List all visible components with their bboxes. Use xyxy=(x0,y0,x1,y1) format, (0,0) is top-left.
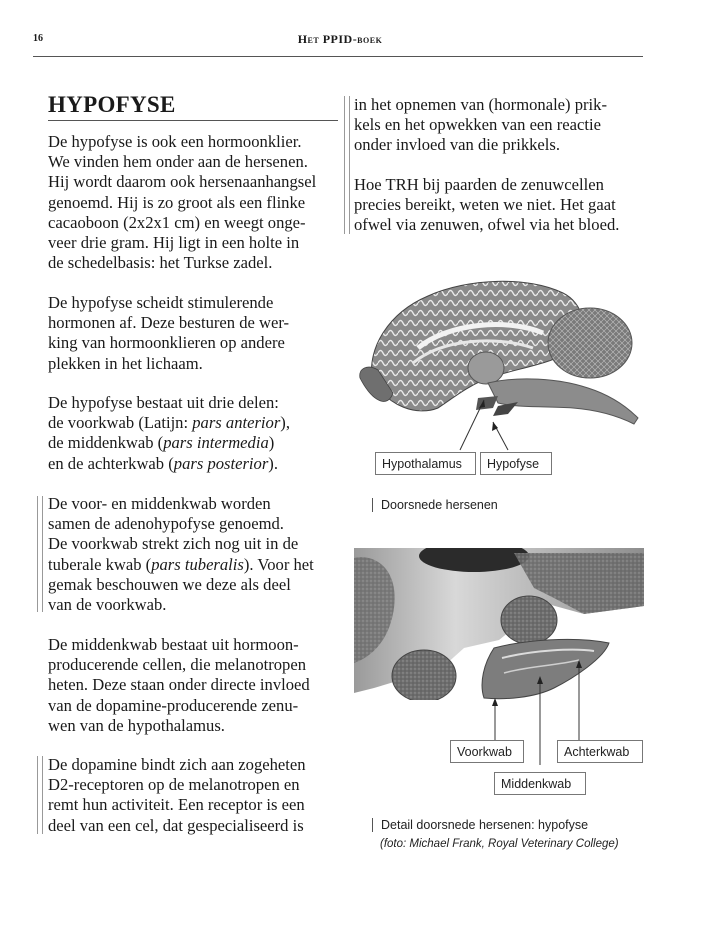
text-line: Hoe TRH bij paarden de zenuwcellen xyxy=(354,175,604,194)
text-line: in het opnemen van (hormonale) prik- xyxy=(354,95,607,114)
text-line: remt hun activiteit. Een receptor is een xyxy=(48,795,305,815)
paragraph-trh xyxy=(354,175,619,236)
text-line: De dopamine bindt zich aan zogeheten xyxy=(48,755,306,774)
label-voorkwab: Voorkwab xyxy=(450,740,524,763)
text-line: de voorkwab (Latijn: pars anterior), xyxy=(48,413,290,433)
text-line: precies bereikt, weten we niet. Het gaat xyxy=(354,195,616,215)
photo-credit: (foto: Michael Frank, Royal Veterinary College) xyxy=(380,838,619,850)
text-line: van de dopamine-producerende zenu- xyxy=(48,695,299,715)
text-line: De voorkwab strekt zich nog uit in de xyxy=(48,534,299,554)
text-line: De voor- en middenkwab worden xyxy=(48,494,271,513)
text-line: en de achterkwab (pars posterior). xyxy=(48,453,278,473)
text-line: king van hormoonklieren op andere xyxy=(48,333,285,353)
text-line: tuberale kwab (pars tuberalis). Voor het xyxy=(48,554,314,574)
text-line: heten. Deze staan onder directe invloed xyxy=(48,675,310,695)
text-line: de schedelbasis: het Turkse zadel. xyxy=(48,253,273,273)
paragraph-receptor-continued xyxy=(354,95,607,156)
text-line: veer drie gram. Hij ligt in een holte in xyxy=(48,233,300,253)
page-number: 16 xyxy=(33,33,43,44)
margin-marker xyxy=(37,756,43,834)
text-line: genoemd. Hij is zo groot als een flinke xyxy=(48,192,306,212)
text-line: kels en het opwekken van een reactie xyxy=(354,115,601,135)
text-line: onder invloed van die prikkels. xyxy=(354,135,560,155)
text-line: Hij wordt daarom ook hersenaanhangsel xyxy=(48,172,317,192)
figure-caption-brain: Doorsnede hersenen xyxy=(372,498,498,512)
text-line: hormonen af. Deze besturen de wer- xyxy=(48,313,290,333)
text-line: van de voorkwab. xyxy=(48,595,167,615)
text-line: samen de adenohypofyse genoemd. xyxy=(48,514,284,534)
paragraph-adenohypofyse xyxy=(48,494,314,615)
paragraph-middenkwab xyxy=(48,635,310,736)
brain-callout-arrows xyxy=(358,260,648,460)
section-title: HYPOFYSE xyxy=(48,92,338,121)
text-line: D2-receptoren op de melanotropen en xyxy=(48,775,300,795)
text-line: De hypofyse is ook een hormoonklier. xyxy=(48,132,302,151)
text-line: wen van de hypothalamus. xyxy=(48,715,225,735)
text-line: ofwel via zenuwen, ofwel via het bloed. xyxy=(354,215,620,235)
text-line: We vinden hem onder aan de hersenen. xyxy=(48,152,308,172)
text-line: cacaoboon (2x2x1 cm) en weegt onge- xyxy=(48,212,306,232)
text-line: plekken in het lichaam. xyxy=(48,353,203,373)
text-line: De middenkwab bestaat uit hormoon- xyxy=(48,635,299,654)
header-divider xyxy=(33,56,643,57)
paragraph-hormones xyxy=(48,293,289,374)
text-line: De hypofyse bestaat uit drie delen: xyxy=(48,393,279,412)
running-head: Het PPID-boek xyxy=(297,32,383,46)
paragraph-dopamine xyxy=(48,755,306,836)
margin-marker xyxy=(37,496,43,612)
text-line: deel van een cel, dat gespecialiseerd is xyxy=(48,815,304,835)
figure-caption-pituitary: Detail doorsnede hersenen: hypofyse xyxy=(372,818,588,832)
text-line: producerende cellen, die melanotropen xyxy=(48,655,307,675)
text-line: De hypofyse scheidt stimulerende xyxy=(48,293,274,312)
paragraph-three-parts xyxy=(48,393,290,474)
label-hypofyse: Hypofyse xyxy=(480,452,552,475)
label-achterkwab: Achterkwab xyxy=(557,740,643,763)
text-line: de middenkwab (pars intermedia) xyxy=(48,433,275,453)
label-middenkwab: Middenkwab xyxy=(494,772,586,795)
margin-marker xyxy=(344,96,350,234)
label-hypothalamus: Hypothalamus xyxy=(375,452,476,475)
paragraph-intro xyxy=(48,132,316,273)
text-line: gemak beschouwen we deze als deel xyxy=(48,574,291,594)
